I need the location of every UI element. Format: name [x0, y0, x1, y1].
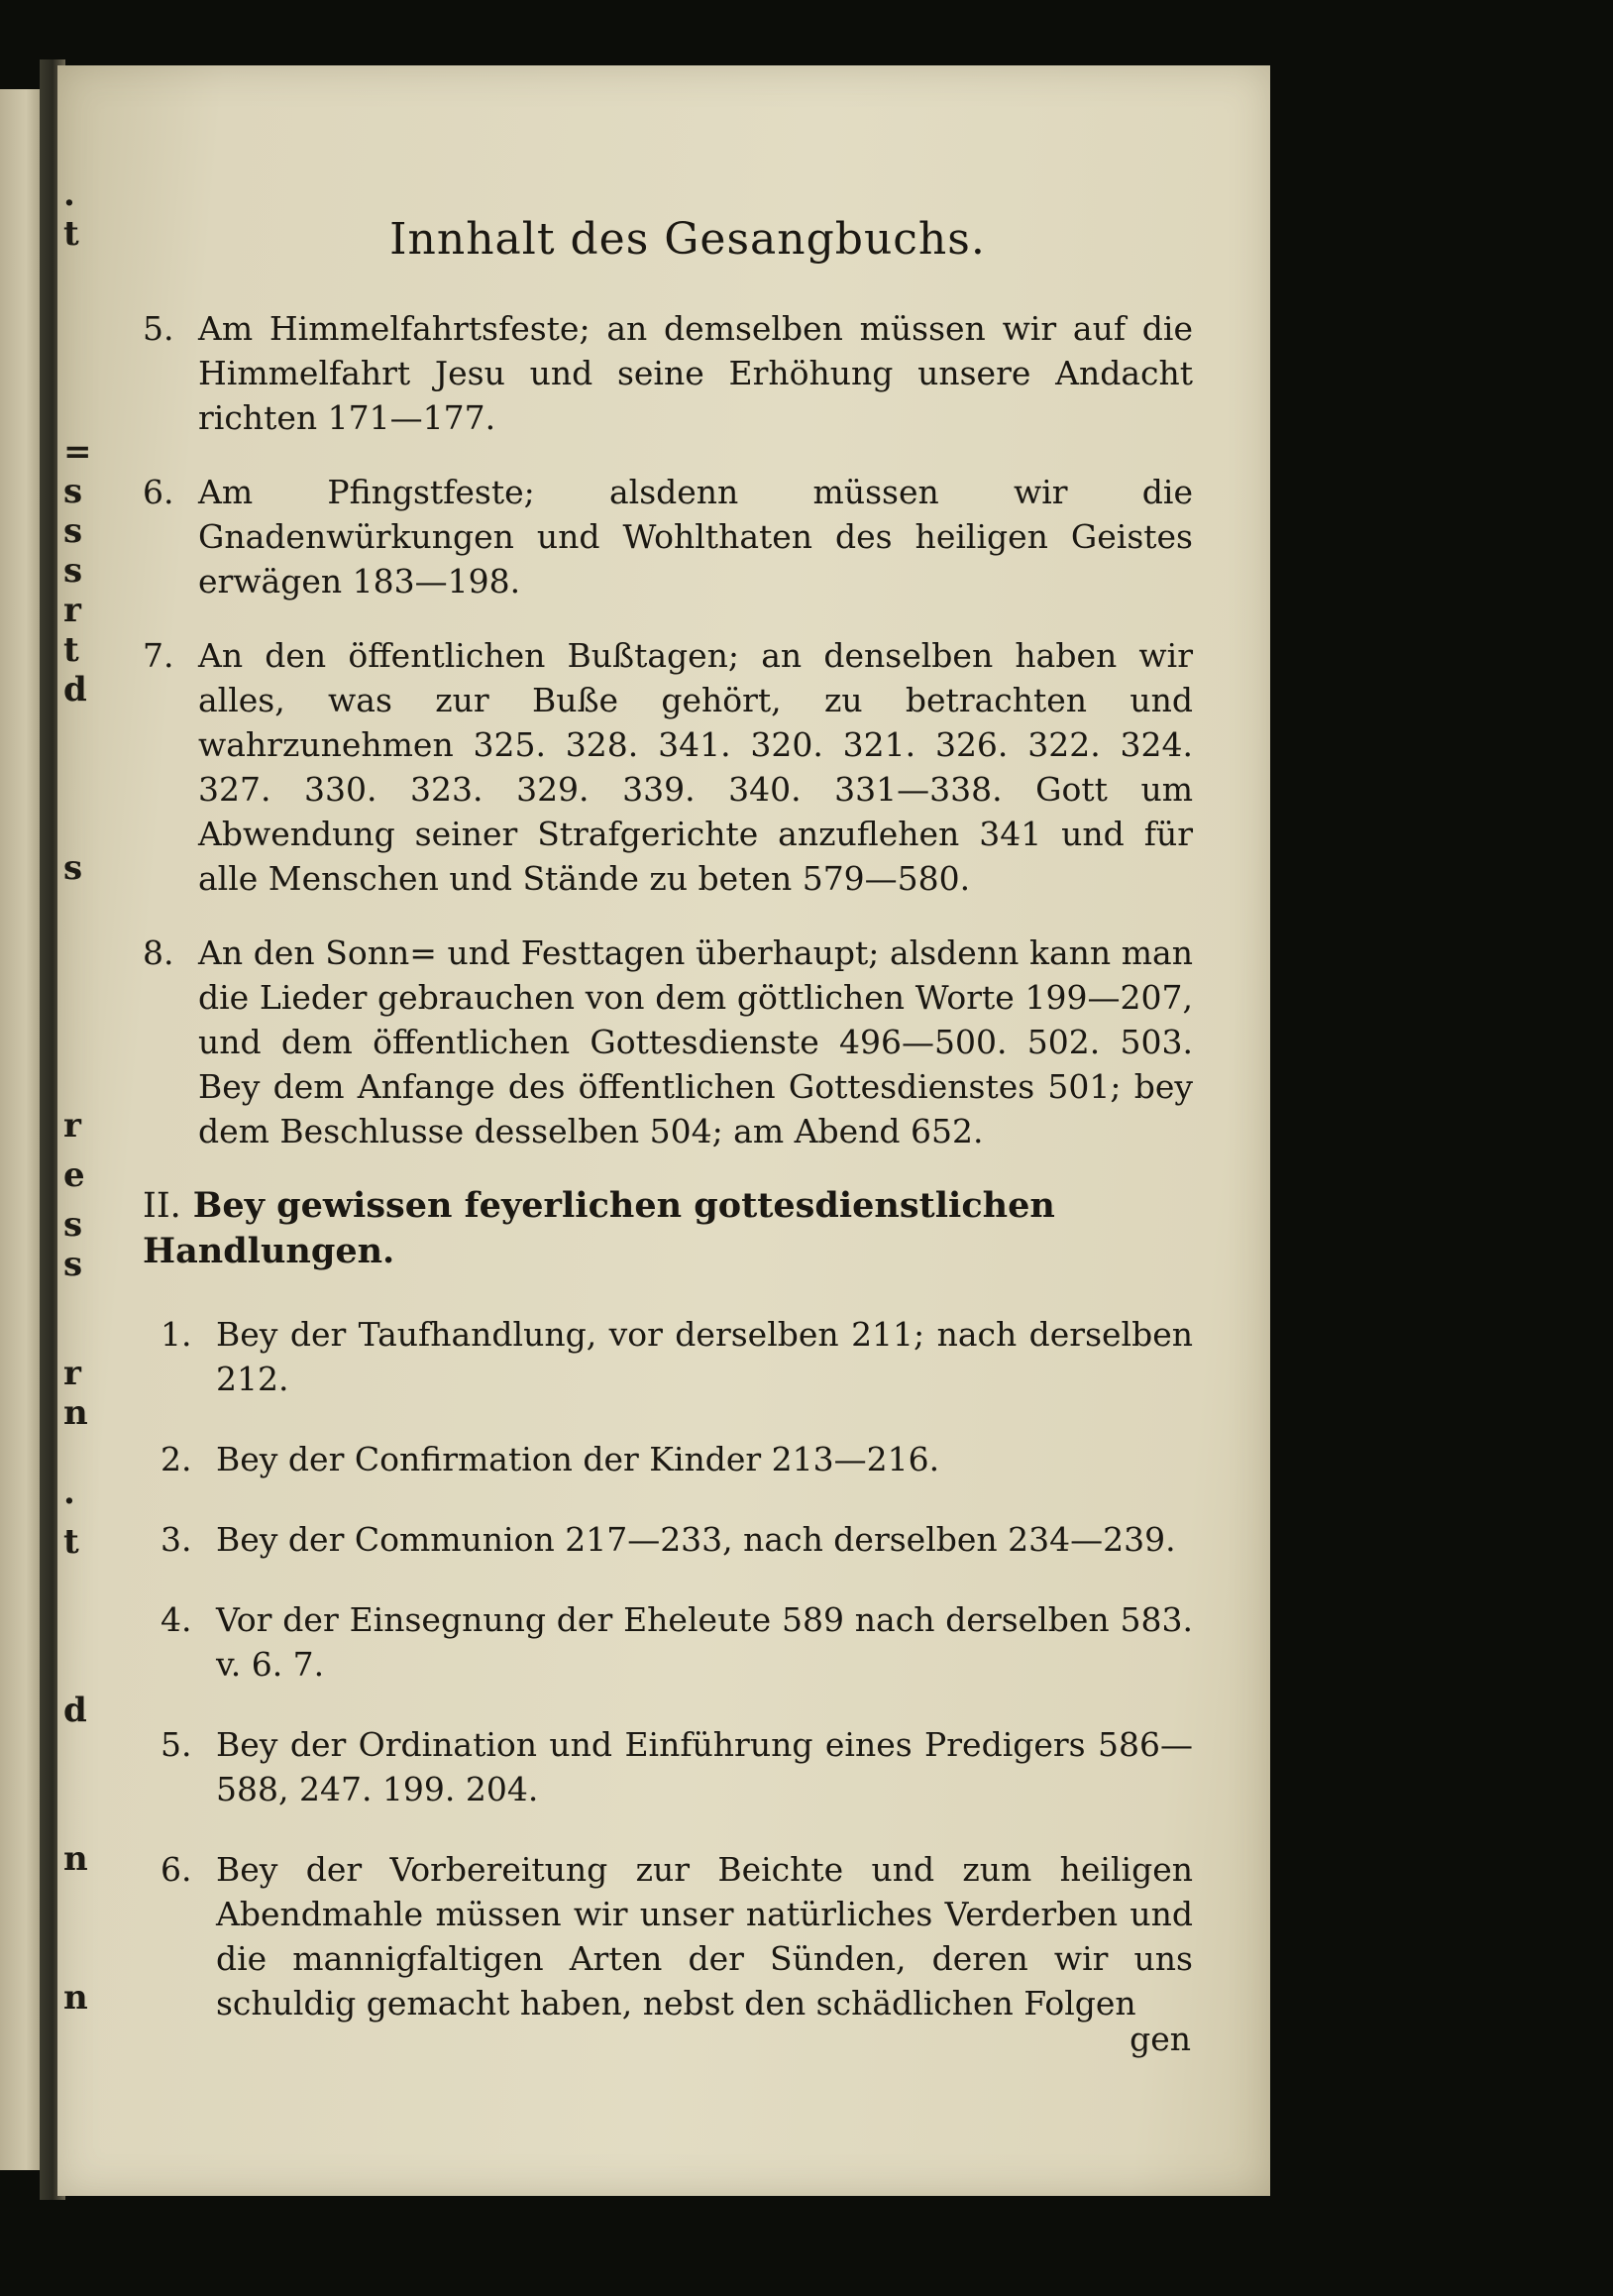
margin-char: n [63, 1839, 88, 1879]
margin-char: e [63, 1155, 85, 1195]
list-item [143, 470, 1193, 603]
item-number: 1. [161, 1315, 192, 1354]
margin-char: s [63, 551, 83, 591]
item-text: Am Himmelfahrtsfeste; an demselben müssen wir auf die Himmelfahrt Jesu und seine Erhöhung unsere Andacht richten 171—177. [198, 309, 1193, 437]
margin-char: s [63, 848, 83, 888]
margin-char: s [63, 1205, 83, 1245]
item-text: Am Pfingstfeste; alsdenn müssen wir die Gnadenwürkungen und Wohlthaten des heiligen Geistes erwägen 183—198. [198, 473, 1193, 601]
page-text [143, 214, 1193, 2059]
margin-char: . [63, 174, 75, 214]
item-text: Bey der Vorbereitung zur Beichte und zum heiligen Abendmahle müssen wir unser natürliches Verderben und die mannigfaltigen Arten der Sünden, deren wir uns schuldig gemacht haben, nebst den schädlichen Folgen [216, 1850, 1193, 2023]
book-page [57, 65, 1270, 2196]
item-number: 3. [161, 1520, 192, 1559]
list-item [143, 930, 1193, 1153]
list-item [143, 633, 1193, 901]
catchword: gen [1129, 2020, 1191, 2058]
item-number: 4. [161, 1600, 192, 1639]
margin-char: t [63, 630, 79, 670]
margin-char: r [63, 1106, 81, 1146]
margin-char: r [63, 1354, 81, 1393]
item-text: Bey der Confirmation der Kinder 213—216. [216, 1440, 940, 1478]
item-text: An den Sonn= und Festtagen überhaupt; alsdenn kann man die Lieder gebrauchen von dem göttlichen Worte 199—207, und dem öffentlichen Gottesdienste 496—500. 502. 503. Bey dem Anfange des öffentlichen Gottesdienstes 501; bey dem Beschlusse desselben 504; am Abend 652. [198, 933, 1193, 1150]
margin-char: s [63, 1245, 83, 1284]
item-number: 6. [143, 473, 174, 511]
section-number: II. [143, 1186, 181, 1226]
margin-char: t [63, 214, 79, 254]
section-title: Bey gewissen feyerlichen gottesdienstlichen Handlungen. [143, 1185, 1055, 1271]
item-number: 6. [161, 1850, 192, 1889]
section-heading [143, 1183, 1193, 1274]
list-item [143, 1437, 1193, 1481]
margin-char: s [63, 511, 83, 551]
list-item [143, 1517, 1193, 1562]
item-text: Bey der Taufhandlung, vor derselben 211; nach derselben 212. [216, 1315, 1193, 1398]
margin-char: d [63, 670, 87, 710]
item-text: Bey der Ordination und Einführung eines Predigers 586—588, 247. 199. 204. [216, 1725, 1193, 1808]
margin-char: = [63, 432, 92, 472]
item-number: 5. [161, 1725, 192, 1764]
item-text: An den öffentlichen Bußtagen; an denselben haben wir alles, was zur Buße gehört, zu betrachten und wahrzunehmen 325. 328. 341. 320. 321. 326. 322. 324. 327. 330. 323. 329. 339. 340. 331—338. Gott um Abwendung seiner Strafgerichte anzuflehen 341 und für alle Menschen und Stände zu beten 579—580. [198, 636, 1193, 898]
list-item [143, 306, 1193, 440]
item-text: Vor der Einsegnung der Eheleute 589 nach derselben 583. v. 6. 7. [216, 1600, 1193, 1684]
margin-char: d [63, 1691, 87, 1730]
margin-char: s [63, 472, 83, 511]
item-number: 5. [143, 309, 174, 348]
list-item [143, 1597, 1193, 1687]
item-text: Bey der Communion 217—233, nach derselben 234—239. [216, 1520, 1176, 1559]
margin-char: . [63, 1473, 75, 1512]
margin-char: t [63, 1522, 79, 1562]
list-item [143, 1847, 1193, 2025]
list-item [143, 1312, 1193, 1401]
running-head: Innhalt des Gesangbuchs. [389, 214, 986, 265]
item-number: 2. [161, 1440, 192, 1478]
item-number: 7. [143, 636, 174, 675]
item-number: 8. [143, 933, 174, 972]
margin-char: n [63, 1393, 88, 1433]
list-item [143, 1722, 1193, 1811]
margin-char: n [63, 1978, 88, 2018]
margin-char: r [63, 591, 81, 630]
